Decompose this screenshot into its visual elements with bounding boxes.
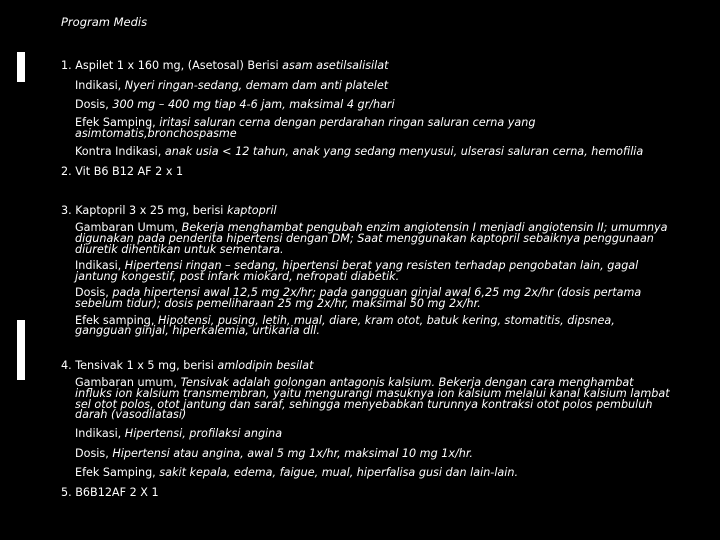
item-line	[75, 285, 671, 312]
item-heading-detail: asam asetilsalisilat	[278, 59, 389, 72]
list-item-kaptopril	[61, 201, 671, 221]
line-text: iritasi saluran cerna dengan perdarahan ringan saluran cerna yang asimtomatis,bronchospasme	[75, 116, 536, 140]
line-text: Hipotensi, pusing, letih, mual, diare, kram otot, batuk kering, stomatitis, dipsnea, gangguan ginjal, hiperkalemia, urtikaria dll.	[75, 313, 615, 338]
line-text: pada hipertensi awal 12,5 mg 2x/hr; pada gangguan ginjal awal 6,25 mg 2x/hr (dosis pertama sebelum tidur); dosis pemeliharaan 25 mg 2x/hr, maksimal 50 mg 2x/hr.	[75, 286, 642, 310]
line-label: Indikasi,	[75, 78, 122, 92]
item-line	[75, 444, 671, 464]
line-label: Indikasi,	[75, 426, 122, 440]
list-item-vit-b6-b12: 2. Vit B6 B12 AF 2 x 1	[61, 165, 184, 178]
line-label: Gambaran Umum,	[75, 221, 179, 235]
line-text: Hipertensi, profilaksi angina	[121, 426, 283, 440]
line-label: Dosis,	[75, 98, 109, 112]
list-item-aspilet	[61, 56, 671, 76]
line-text: anak usia < 12 tahun, anak yang sedang menyusui, ulserasi saluran cerna, hemofilia	[161, 145, 644, 159]
item-line	[75, 142, 671, 162]
line-label: Efek samping,	[75, 313, 155, 327]
item-line	[75, 95, 671, 115]
item-line	[75, 115, 671, 142]
item-line	[75, 76, 671, 96]
line-label: Indikasi,	[75, 259, 122, 273]
line-label: Dosis,	[75, 286, 109, 300]
item-line	[75, 463, 671, 483]
line-label: Kontra Indikasi,	[75, 145, 162, 159]
line-text: Hipertensi ringan – sedang, hipertensi berat yang resisten terhadap pengobatan lain, gagal jantung kongestif, post infark miokard, nefropati diabetik.	[75, 259, 639, 283]
medication-list	[61, 56, 671, 503]
item-heading: 4. Tensivak 1 x 5 mg, berisi	[61, 358, 214, 372]
item-line	[75, 424, 671, 444]
item-line	[75, 258, 671, 285]
line-text: Bekerja menghambat pengubah enzim angiotensin I menjadi angiotensin II; umumnya digunakan pada penderita hipertensi dengan DM; Saat menggunakan kaptopril sebaiknya penggunaan diuretik dihentikan untuk sementara.	[75, 221, 668, 256]
line-text: Tensivak adalah golongan antagonis kalsium. Bekerja dengan cara menghambat influks ion kalsium transmembran, yaitu mengurangi masuknya ion kalsium melalui kanal kalsium lambat sel otot polos, otot jantung dan saraf, sehingga menyebabkan turunnya kontraksi otot polos pembuluh darah (vasodilatasi)	[75, 376, 670, 422]
line-text: 300 mg – 400 mg tiap 4-6 jam, maksimal 4 gr/hari	[108, 98, 395, 112]
line-label: Efek Samping,	[75, 116, 156, 130]
item-line	[75, 313, 671, 340]
page-title: Program Medis	[61, 15, 148, 29]
decorative-bar-bottom	[17, 320, 25, 380]
line-label: Efek Samping,	[75, 466, 156, 480]
item-line	[75, 375, 671, 423]
list-item-b6b12af: 5. B6B12AF 2 X 1	[61, 485, 159, 499]
item-heading: 3. Kaptopril 3 x 25 mg, berisi	[61, 203, 224, 217]
line-text: Nyeri ringan-sedang, demam dam anti platelet	[121, 78, 389, 92]
item-heading-detail: kaptopril	[223, 203, 277, 217]
decorative-bar-top	[17, 52, 25, 82]
line-label: Gambaran umum,	[75, 376, 178, 390]
item-heading-detail: amlodipin besilat	[213, 358, 314, 372]
line-text: sakit kepala, edema, faigue, mual, hiperfalisa gusi dan lain-lain.	[155, 466, 519, 480]
line-text: Hipertensi atau angina, awal 5 mg 1x/hr, maksimal 10 mg 1x/hr.	[108, 446, 473, 460]
item-line	[75, 220, 671, 258]
line-label: Dosis,	[75, 446, 109, 460]
item-heading: 1. Aspilet 1 x 160 mg, (Asetosal) Berisi	[61, 59, 279, 72]
list-item-tensivak	[61, 356, 671, 376]
